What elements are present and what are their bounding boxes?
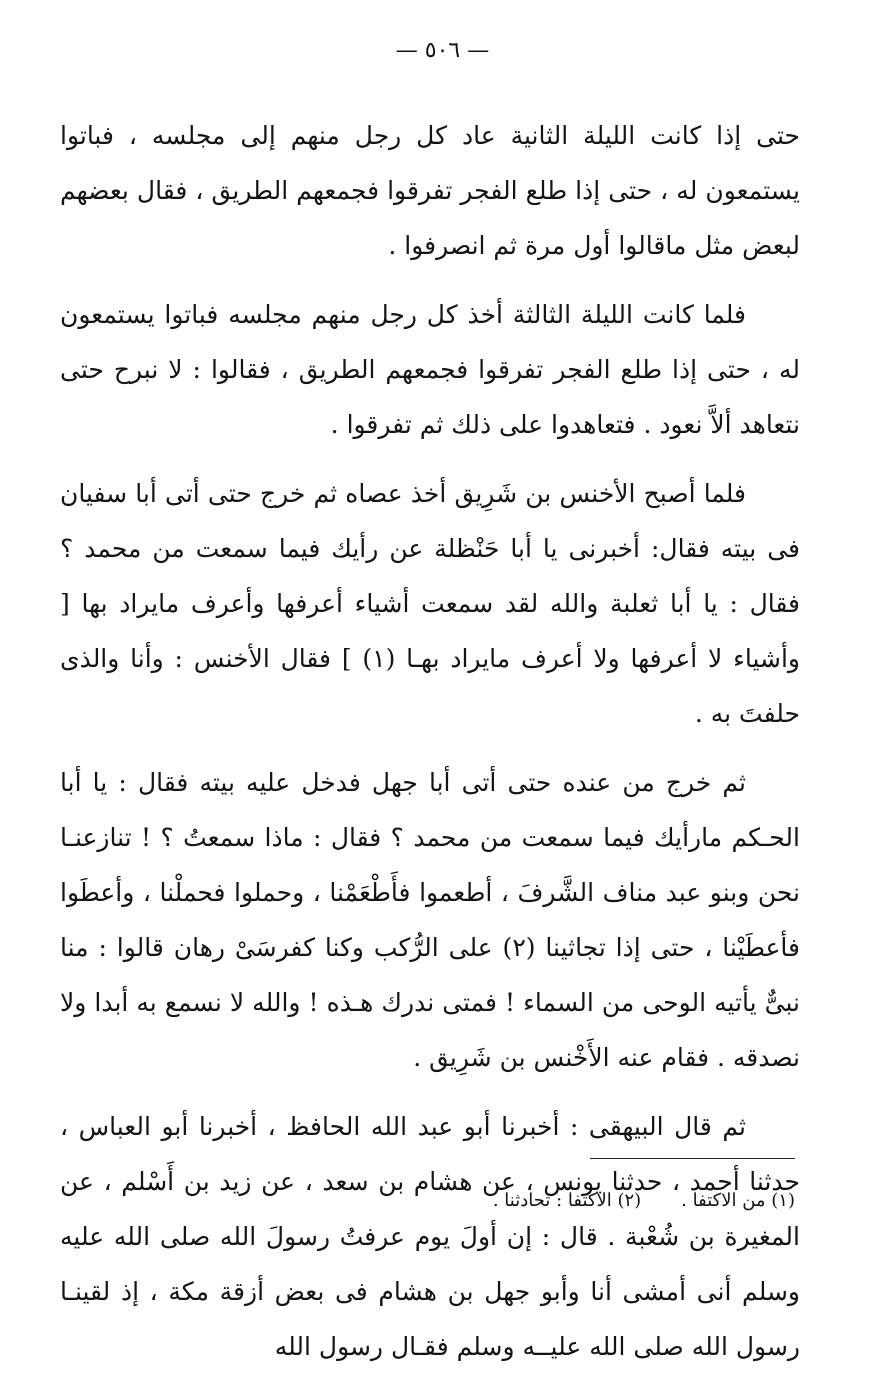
footnote-1: (١) من الاكتفا . [681, 1190, 795, 1211]
paragraph-4: ثم خرج من عنده حتى أتى أبا جهل فدخل عليه بيته فقال : يا أبا الحـكم مارأيك فيما سمعت من محمد ؟ فقال : ماذا سمعتُ ؟ ! تنازعنـا نحن وبنو عبد مناف الشَّرفَ ، أطعموا فأَطْعَمْنا ، وحملوا فحملْنا ، وأعطَوا فأعطَيْنا ، حتى إذا تجاثينا (٢) على الرُّكب وكنا كفرسَىْ رهان قالوا : منا نبىٌّ يأتيه الوحى من السماء ! فمتى ندرك هـذه ! والله لا نسمع به أبدا ولا نصدقه . فقام عنه الأَخْنس بن شَرِيق . [60, 768, 800, 1072]
paragraph-1: حتى إذا كانت الليلة الثانية عاد كل رجل منهم إلى مجلسه ، فباتوا يستمعون له ، حتى إذا طلع الفجر تفرقوا فجمعهم الطريق ، فقال بعضهم لبعض مثل ماقالوا أول مرة ثم انصرفوا . [60, 121, 800, 260]
page-number: — ٥٠٦ — [395, 38, 490, 63]
paragraph-5: ثم قال البيهقى : أخبرنا أبو عبد الله الحافظ ، أخبرنا أبو العباس ، حدثنا أحمد ، حدثنا يونس ، عن هشام بن سعد ، عن زيد بن أَسْلم ، عن المغيرة بن شُعْبة . قال : إن أولَ يوم عرفتُ رسولَ الله صلى الله عليه وسلم أنى أمشى أنا وأبو جهل بن هشام فى بعض أزقة مكة ، إذ لقينـا رسول الله صلى الله عليــه وسلم فقـال رسول الله [60, 1112, 800, 1361]
paragraph-3: فلما أصبح الأخنس بن شَرِيق أخذ عصاه ثم خرج حتى أتى أبا سفيان فى بيته فقال: أخبرنى يا أبا حَنْظلة عن رأيك فيما سمعت من محمد ؟ فقال : يا أبا ثعلبة والله لقد سمعت أشياء أعرفها وأعرف مايراد بها [ وأشياء لا أعرفها ولا أعرف مايراد بهـا (١) ] فقال الأخنس : وأنا والذى حلفتَ به . [60, 479, 800, 728]
footnote-2: (٢) الاكتفا : تحادثنا . [492, 1190, 642, 1211]
paragraph-2: فلما كانت الليلة الثالثة أخذ كل رجل منهم مجلسه فباتوا يستمعون له ، حتى إذا طلع الفجر تفرقوا فجمعهم الطريق ، فقالوا : لا نبرح حتى نتعاهد ألاَّ نعود . فتعاهدوا على ذلك ثم تفرقوا . [60, 300, 800, 439]
footnote-divider [590, 1158, 795, 1159]
footnotes [295, 1190, 795, 1211]
